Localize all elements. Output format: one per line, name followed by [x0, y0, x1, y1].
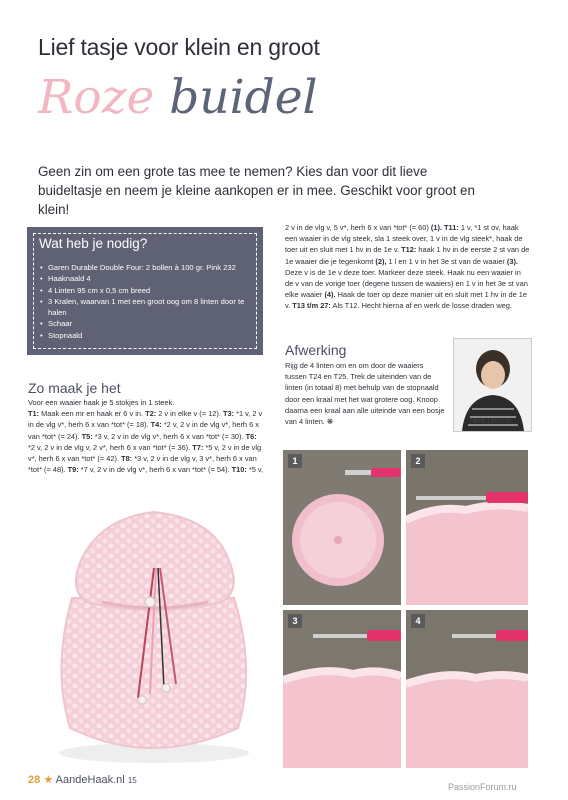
- step-photo-1-illustration: [283, 450, 401, 605]
- finishing-text: Rijg de 4 linten om en om door de waaiers tussen T24 en T25. Trek de uiteinden van de linten (in totaal 8) met behulp van de stopnaald door een kraal met het wat grotere oog. Knoop daarna een kraal aan alle uiteinde van een bosje van 4 linten. ❋: [285, 361, 445, 427]
- instructions-continued: [285, 222, 530, 312]
- title-word-roze: Roze: [38, 70, 155, 125]
- title-word-buidel: buidel: [169, 70, 318, 125]
- round-label: (3).: [506, 256, 518, 266]
- round-text: *1 v, 2 v in de vlg v*, herh 6 x van *tot* (= 18).: [28, 409, 263, 430]
- footer: [28, 773, 137, 786]
- round-label: T8:: [121, 454, 133, 464]
- materials-item: • Haaknaald 4: [40, 273, 258, 284]
- finishing-heading: Afwerking: [285, 342, 347, 358]
- pink-bag-illustration: [42, 498, 266, 770]
- step-photo-1: [283, 450, 401, 605]
- magazine-name: AandeHaak.nl: [55, 774, 125, 786]
- watermark: PassionForum.ru: [448, 782, 517, 792]
- round-label: T10:: [231, 465, 247, 475]
- materials-item: • 4 Linten 95 cm x 0,5 cm breed: [40, 285, 258, 296]
- step-number-1: 1: [288, 454, 302, 468]
- step-photo-4: [406, 610, 528, 768]
- round-text: *7 v, 2 v in de vlg v*, herh 6 x van *tot* (= 54).: [78, 465, 232, 475]
- materials-item: • Schaar: [40, 318, 258, 329]
- bag-photo: [42, 498, 266, 770]
- round-label: T1:: [28, 409, 40, 419]
- round-text: Haak de toer op deze manier uit en sluit met 1 hv in de 1e v.: [285, 290, 527, 311]
- issue-number: 15: [127, 776, 137, 785]
- round-label: T6:: [245, 431, 257, 441]
- materials-list: [40, 262, 258, 341]
- step-photo-4-illustration: [406, 610, 528, 768]
- round-text: *3 v, 2 v in de vlg v*, herh 6 x van *tot* (= 30).: [92, 431, 246, 441]
- materials-item: • Garen Durable Double Four: 2 bollen à 100 gr. Pink 232: [40, 262, 258, 273]
- round-label: T4:: [150, 420, 162, 430]
- designer-name: Hera Lecluse: [470, 418, 512, 425]
- round-label: T13 t/m 27:: [292, 301, 331, 311]
- step-photo-3-illustration: [283, 610, 401, 768]
- round-text: *2 v, 2 v in de vlg v*, herh 6 x van *tot* (= 24).: [28, 420, 259, 441]
- round-label: T3:: [222, 409, 235, 419]
- instructions-heading: Zo maak je het: [28, 380, 121, 396]
- round-text: Als T12. Hecht hierna af en werk de losse draden weg.: [330, 301, 512, 311]
- round-label: T9:: [67, 465, 79, 475]
- star-icon: ★: [43, 774, 54, 786]
- round-text: 1 v, *1 st ov, haak een waaier in de vlg steek, sla 1 steek over, 1 v in de vlg steek*, haak de toer uit en sluit met 1 hv in de 1e v.: [285, 223, 523, 255]
- step-photo-2-illustration: [406, 450, 528, 605]
- step-photo-2: [406, 450, 528, 605]
- step-photo-3: [283, 610, 401, 768]
- round-label: (4).: [324, 290, 336, 300]
- round-label: T12:: [401, 245, 417, 255]
- instructions-text: [28, 397, 264, 475]
- page-number: 28: [28, 774, 41, 786]
- subtitle: Lief tasje voor klein en groot: [38, 34, 320, 60]
- instructions-rounds: [28, 408, 264, 475]
- round-text: Maak een mr en haak er 6 v in.: [39, 409, 146, 419]
- round-text: 1 l en 1 v in het 3e st van de waaier: [386, 256, 507, 266]
- round-text: *2 v, 2 v in de vlg v, 2 v*, herh 6 x van *tot* (= 36).: [28, 442, 193, 452]
- round-text: *5 v,: [246, 465, 264, 475]
- step-number-3: 3: [288, 614, 302, 628]
- round-label: T7:: [192, 442, 204, 452]
- round-label: T5:: [81, 431, 93, 441]
- round-text: *3 v, 2 v in de vlg v, 3 v*, herh 6 x van *tot* (= 48).: [28, 454, 257, 475]
- materials-item: • 3 Kralen, waarvan 1 met een groot oog om 8 linten door te halen: [40, 296, 258, 319]
- step-number-2: 2: [411, 454, 425, 468]
- materials-heading: Wat heb je nodig?: [39, 236, 148, 251]
- intro-text: Geen zin om een grote tas mee te nemen? Kies dan voor dit lieve buideltasje en neem je kleine aankopen er in mee. Geschikt voor groot en klein!: [38, 164, 475, 217]
- page-title: [38, 70, 318, 125]
- round-text: 2 v in elke v (= 12).: [156, 409, 223, 419]
- step-number-4: 4: [411, 614, 425, 628]
- round-text: 2 v in de vlg v, 5 v*, herh 6 x van *tot* (= 60): [285, 223, 431, 232]
- round-text: Deze v is de 1e v deze toer. Markeer deze steek. Haak nu een waaier in de v van de vorige toer (degene tussen de waaiers) en 1 v in het 3e st van elke waaier: [285, 267, 528, 300]
- round-text: haak 1 hv in de eerste 2 st van de 1e waaier die je tegenkomt: [285, 245, 530, 266]
- instructions-intro: Voor een waaier haak je 5 stokjes in 1 steek.: [28, 398, 175, 407]
- materials-item: • Stopnaald: [40, 330, 258, 341]
- round-label: T2:: [145, 409, 157, 419]
- round-label: (1). T11:: [430, 223, 459, 232]
- round-text: *5 v, 2 v in de vlg v*, herh 6 x van *tot* (= 42).: [28, 442, 262, 464]
- round-label: (2),: [375, 256, 387, 266]
